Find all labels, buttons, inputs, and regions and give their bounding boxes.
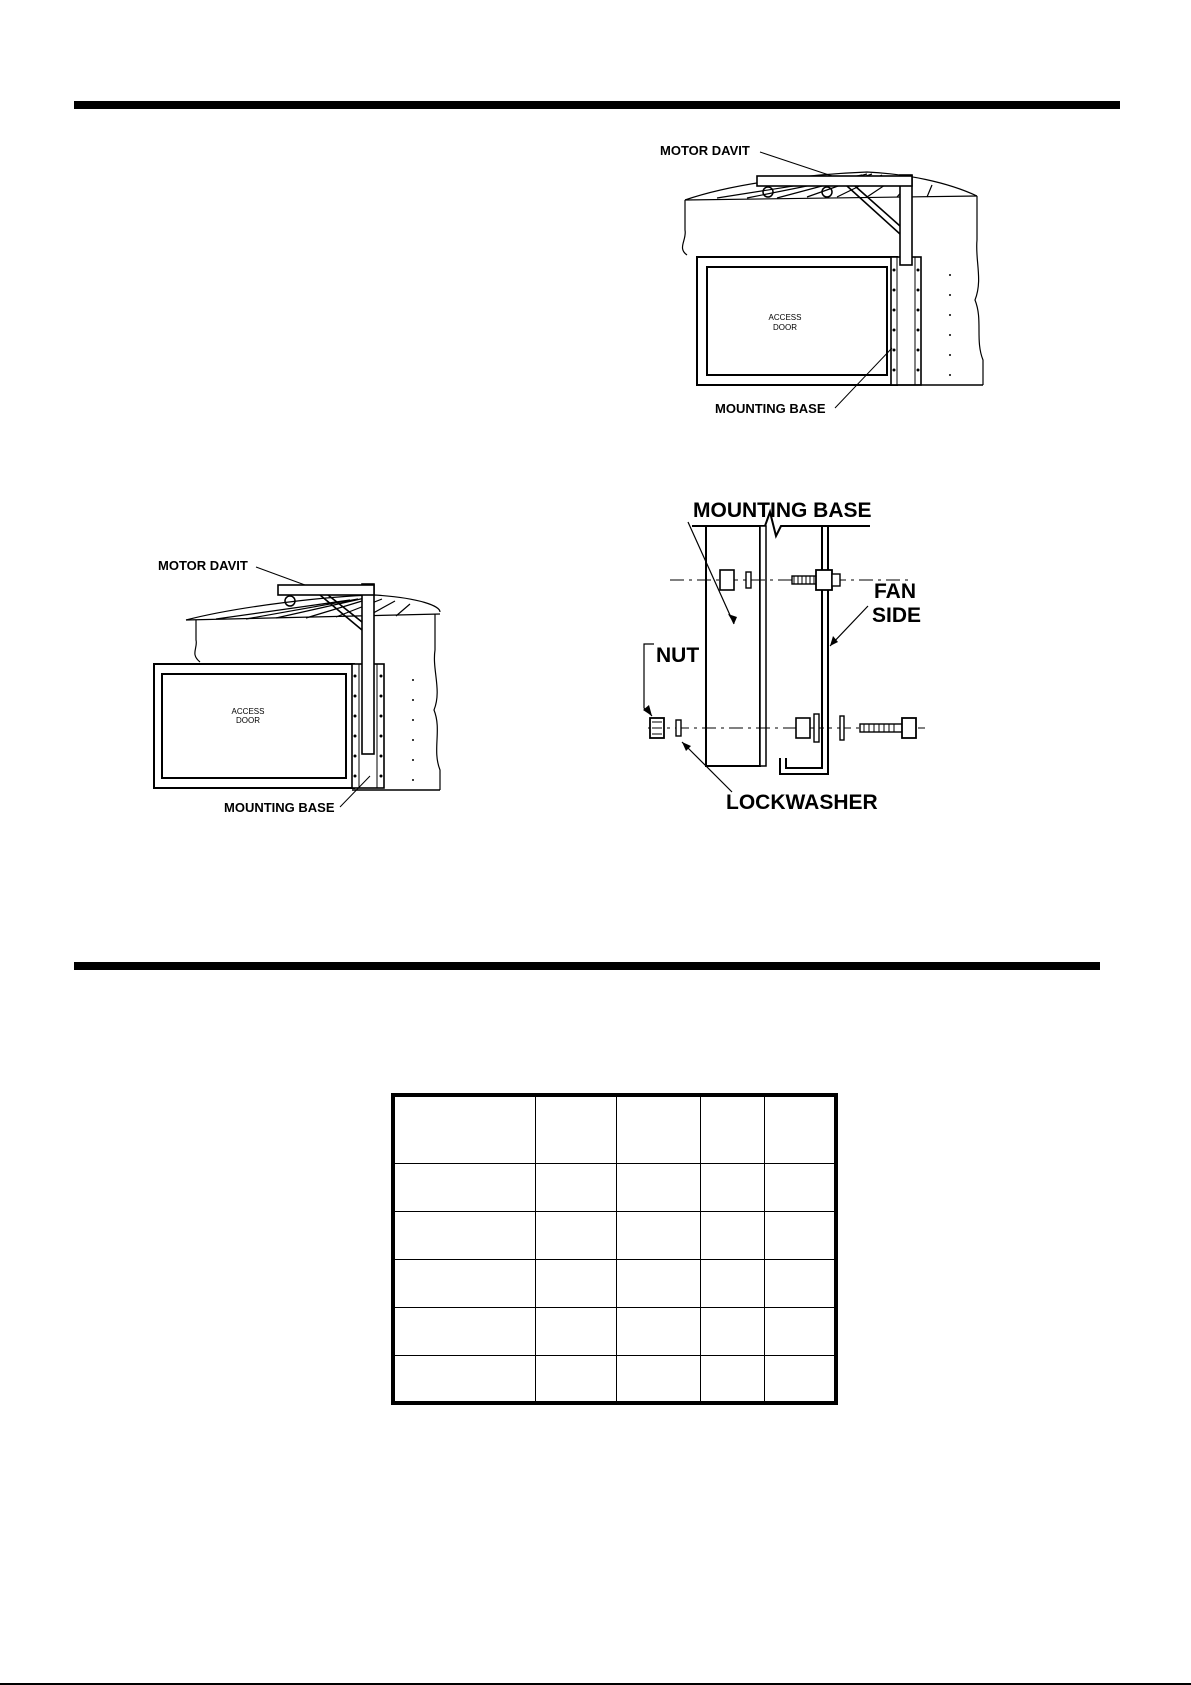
table-row bbox=[393, 1163, 836, 1211]
table-cell bbox=[700, 1355, 764, 1403]
table-cell bbox=[535, 1307, 616, 1355]
table-cell bbox=[764, 1211, 836, 1259]
table-row bbox=[393, 1355, 836, 1403]
table-cell bbox=[616, 1095, 700, 1163]
middle-rule bbox=[74, 962, 1100, 970]
table-cell bbox=[700, 1259, 764, 1307]
table-cell bbox=[535, 1355, 616, 1403]
table-cell bbox=[616, 1163, 700, 1211]
fan-side-label: FAN bbox=[874, 580, 916, 603]
table-cell bbox=[535, 1095, 616, 1163]
table-cell bbox=[393, 1163, 535, 1211]
data-table bbox=[391, 1093, 838, 1405]
table-row bbox=[393, 1307, 836, 1355]
access-door-text-2: DOOR bbox=[773, 323, 797, 332]
mounting-base-label: MOUNTING BASE bbox=[715, 401, 826, 416]
table-cell bbox=[535, 1163, 616, 1211]
table-cell bbox=[764, 1259, 836, 1307]
table-cell bbox=[393, 1355, 535, 1403]
top-rule bbox=[74, 101, 1120, 109]
fan-side-label-2: SIDE bbox=[872, 604, 922, 627]
motor-davit-label: MOTOR DAVIT bbox=[158, 558, 248, 573]
table-cell bbox=[764, 1355, 836, 1403]
lockwasher-label: LOCKWASHER bbox=[726, 791, 878, 814]
table-row bbox=[393, 1259, 836, 1307]
motor-davit-label: MOTOR DAVIT bbox=[660, 143, 750, 158]
table-cell bbox=[700, 1095, 764, 1163]
mounting-base-label: MOUNTING BASE bbox=[693, 499, 872, 522]
table-cell bbox=[535, 1211, 616, 1259]
nut-label: NUT bbox=[656, 644, 700, 667]
table-cell bbox=[700, 1163, 764, 1211]
table-cell bbox=[700, 1307, 764, 1355]
table-cell bbox=[393, 1211, 535, 1259]
table-cell bbox=[700, 1211, 764, 1259]
table-cell bbox=[616, 1307, 700, 1355]
access-door-text: ACCESS bbox=[768, 313, 802, 322]
mounting-base-label: MOUNTING BASE bbox=[224, 800, 335, 815]
table-cell bbox=[535, 1259, 616, 1307]
access-door-text: ACCESS bbox=[231, 707, 265, 716]
table-header-row bbox=[393, 1095, 836, 1163]
table-cell bbox=[764, 1095, 836, 1163]
table-cell bbox=[616, 1355, 700, 1403]
table-cell bbox=[616, 1211, 700, 1259]
table-cell bbox=[764, 1307, 836, 1355]
mounting-hardware-figure bbox=[640, 496, 935, 818]
table-cell bbox=[764, 1163, 836, 1211]
table-row bbox=[393, 1211, 836, 1259]
table-cell bbox=[393, 1259, 535, 1307]
table-cell bbox=[393, 1307, 535, 1355]
motor-davit-figure-left bbox=[120, 550, 480, 825]
table-cell bbox=[393, 1095, 535, 1163]
access-door-text-2: DOOR bbox=[236, 716, 260, 725]
motor-davit-figure-top bbox=[657, 130, 1012, 428]
table-cell bbox=[616, 1259, 700, 1307]
